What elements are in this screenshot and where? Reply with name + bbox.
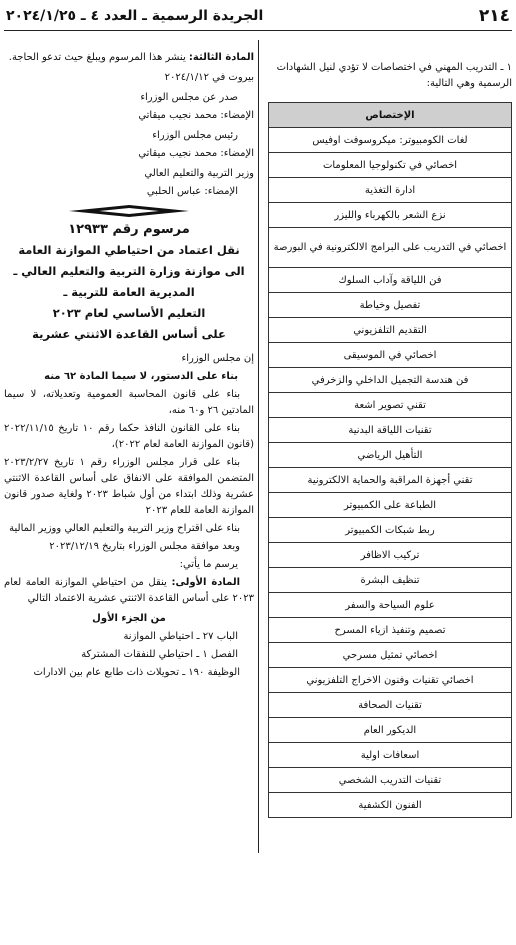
decrees-statement: يرسم ما يأتي: — [179, 559, 238, 570]
decree-title-line: نقل اعتماد من احتياطي الموازنة العامة — [18, 243, 240, 257]
table-row: تفصيل وخياطة — [269, 293, 512, 318]
table-row: ربط شبكات الكمبيوتر — [269, 518, 512, 543]
training-intro: ١ ـ التدريب المهني في اختصاصات لا تؤدي لنيل الشهادات الرسمية وهي التالية: — [276, 62, 512, 89]
table-row: الفنون الكشفية — [269, 793, 512, 818]
article-three-text: ينشر هذا المرسوم ويبلغ حيث تدعو الحاجة. — [8, 52, 189, 63]
table-row: فن هندسة التجميل الداخلي والزخرفي — [269, 368, 512, 393]
preamble-clause: بناء على القانون النافذ حكما رقم ١٠ تاريخ ٢٠٢٢/١١/١٥ (قانون الموازنة العامة لعام ٢٠٢٢)، — [4, 423, 254, 450]
signature-issued-by: صدر عن مجلس الوزراء — [140, 92, 238, 103]
table-row: لغات الكومبيوتر: ميكروسوفت اوفيس — [269, 128, 512, 153]
article-three-label: المادة الثالثة: — [188, 52, 254, 63]
table-row: تقنيات اللياقة البدنية — [269, 418, 512, 443]
table-row: تصميم وتنفيذ ازياء المسرح — [269, 618, 512, 643]
preamble-constitution: بناء على الدستور، لا سيما المادة ٦٢ منه — [44, 371, 238, 382]
table-row: التأهيل الرياضي — [269, 443, 512, 468]
decree-number: مرسوم رقم ١٢٩٣٣ — [68, 222, 190, 237]
preamble-clause: بناء على قانون المحاسبة العمومية وتعديلاته، لا سيما المادتين ٢٦ و٦٠ منه، — [4, 389, 254, 416]
ornament-diamond-icon — [69, 205, 189, 217]
preamble-clause: بناء على قرار مجلس الوزراء رقم ١ تاريخ ٢٠٢٣/٢/٢٧ المتضمن الموافقة على الانفاق على أساس القاعدة الاثنتي عشرية وذلك ابتداء من أول شباط ٢٠٢٣ ولغاية صدور قانون الموازنة العامة للعام ٢٠٢٣ — [4, 457, 254, 516]
table-row: اخصائي في التدريب على البرامج الالكترونية في البورصة — [269, 228, 512, 268]
signature-minister-name: الإمضاء: عباس الحلبي — [146, 186, 238, 197]
section-ornament — [4, 205, 254, 217]
article-three — [4, 50, 254, 66]
preamble-clause: بناء على اقتراح وزير التربية والتعليم العالي ووزير المالية — [9, 523, 240, 534]
table-row: اخصائي في تكنولوجيا المعلومات — [269, 153, 512, 178]
table-row: تقنيات التدريب الشخصي — [269, 768, 512, 793]
column-divider — [258, 40, 259, 853]
table-row: الطباعة على الكمبيوتر — [269, 493, 512, 518]
signature-pm-name: الإمضاء: محمد نجيب ميقاتي — [138, 148, 254, 159]
left-column — [4, 50, 254, 681]
article-one-text: ينقل من احتياطي الموازنة العامة لعام ٢٠٢٣ على أساس القاعدة الاثنتي عشرية الاعتماد التالي — [4, 577, 254, 604]
signature-issued-name: الإمضاء: محمد نجيب ميقاتي — [138, 110, 254, 121]
budget-section: الفصل ١ ـ احتياطي للنفقات المشتركة — [81, 649, 238, 660]
budget-part: من الجزء الأول — [92, 613, 166, 624]
table-row: نزع الشعر بالكهرباء والليزر — [269, 203, 512, 228]
journal-issue: الجريدة الرسمية ـ العدد ٤ ـ ٢٠٢٤/١/٢٥ — [6, 8, 264, 24]
budget-item: الوظيفة ١٩٠ ـ تحويلات ذات طابع عام بين الادارات — [33, 667, 240, 678]
decree-title-line: التعليم الأساسي لعام ٢٠٢٣ — [52, 306, 206, 320]
table-row: ادارة التغذية — [269, 178, 512, 203]
article-one-label: المادة الأولى: — [171, 577, 241, 588]
table-row: فن اللياقة وآداب السلوك — [269, 268, 512, 293]
table-row: التقديم التلفزيوني — [269, 318, 512, 343]
table-row: علوم السياحة والسفر — [269, 593, 512, 618]
table-row: اسعافات اولية — [269, 743, 512, 768]
council-statement: إن مجلس الوزراء — [181, 353, 254, 364]
decree-title-line: الى موازنة وزارة التربية والتعليم العالي ـ — [13, 264, 245, 278]
table-row: الديكور العام — [269, 718, 512, 743]
signature-pm-title: رئيس مجلس الوزراء — [152, 130, 238, 141]
table-row: اخصائي تقنيات وفنون الاخراج التلفزيوني — [269, 668, 512, 693]
specialties-table — [268, 102, 512, 818]
table-row: اخصائي تمثيل مسرحي — [269, 643, 512, 668]
article-one — [4, 575, 254, 607]
table-row: تركيب الاظافر — [269, 543, 512, 568]
table-row: تقنيات الصحافة — [269, 693, 512, 718]
decree-title-line: على أساس القاعدة الاثنتي عشرية — [32, 327, 226, 341]
page-number: ٢١٤ — [478, 6, 510, 26]
budget-chapter: الباب ٢٧ ـ احتياطي الموازنة — [123, 631, 238, 642]
table-header: الإختصاص — [269, 103, 512, 128]
table-row: تنظيف البشرة — [269, 568, 512, 593]
page-header — [6, 4, 510, 28]
right-column — [268, 50, 512, 818]
table-row: تقني أجهزة المراقبة والحماية الالكترونية — [269, 468, 512, 493]
table-row: اخصائي في الموسيقى — [269, 343, 512, 368]
place-date: بيروت في ٢٠٢٤/١/١٢ — [164, 72, 254, 83]
signature-minister-title: وزير التربية والتعليم العالي — [144, 168, 254, 179]
decree-title-line: المديرية العامة للتربية ـ — [63, 285, 195, 299]
preamble-clause: وبعد موافقة مجلس الوزراء بتاريخ ٢٠٢٣/١٢/١٩ — [49, 541, 240, 552]
header-divider — [4, 30, 512, 31]
table-row: تقني تصوير اشعة — [269, 393, 512, 418]
